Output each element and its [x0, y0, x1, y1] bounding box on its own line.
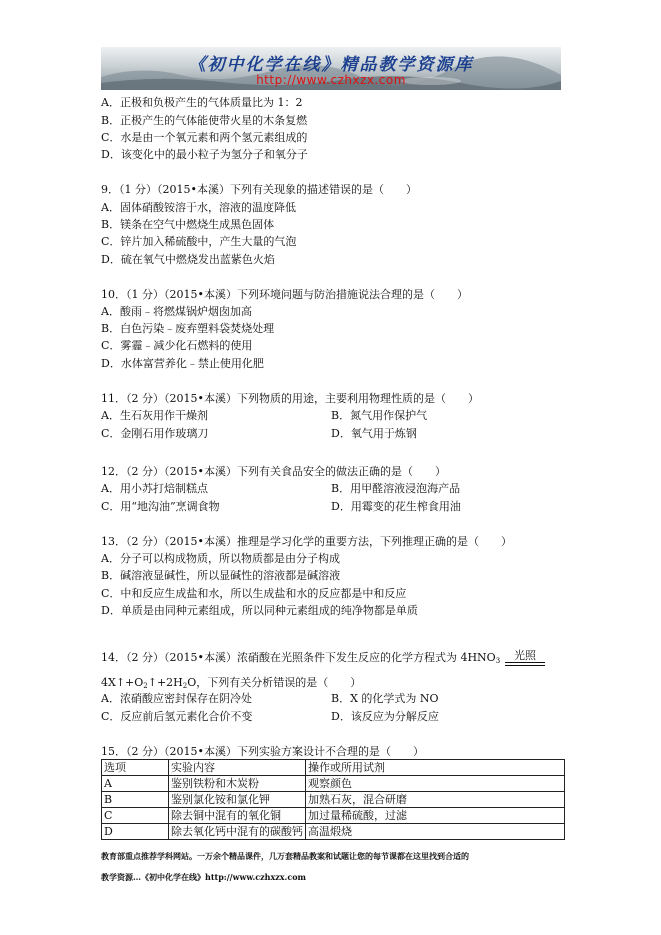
header-option: 选项 [102, 760, 169, 776]
row-operation: 观察颜色 [306, 776, 565, 792]
q14-stem: 14．（2 分）（2015•本溪）浓硝酸在光照条件下发生反应的化学方程式为 $4HNO_3$ [101, 651, 501, 665]
row-option: B [102, 792, 169, 808]
banner-title: 《初中化学在线》精品教学资源库 [188, 55, 474, 75]
table-row [102, 824, 565, 840]
q10-stem: 10．（1 分）（2015•本溪）下列环境问题与防治措施说法合理的是（ ） [101, 288, 468, 301]
q13-option-d: D．单质是由同种元素组成，所以同种元素组成的纯净物都是单质 [101, 604, 418, 617]
q9-option-c: C．锌片加入稀硫酸中，产生大量的气泡 [101, 235, 297, 248]
q10-option-d: D．水体富营养化﹣禁止使用化肥 [101, 357, 264, 370]
table-header-row [102, 760, 565, 776]
header-operation: 操作或所用试剂 [306, 760, 565, 776]
q14-option-b: B．X 的化学式为 NO [331, 692, 439, 705]
q12-option-a: A．用小苏打焙制糕点 [101, 482, 208, 495]
q15-stem: 15．（2 分）（2015•本溪）下列实验方案设计不合理的是（ ） [101, 745, 424, 758]
row-content: 鉴别氯化铵和氯化钾 [169, 792, 306, 808]
experiment-table [101, 759, 565, 840]
row-option: A [102, 776, 169, 792]
q9-stem: 9．（1 分）（2015•本溪）下列有关现象的描述错误的是（ ） [101, 183, 417, 196]
row-content: 除去铜中混有的氧化铜 [169, 808, 306, 824]
q12-option-b: B．用甲醛溶液浸泡海产品 [331, 482, 461, 495]
banner-url-link[interactable]: http://www.czhxzx.com [256, 73, 406, 87]
row-operation: 加过量稀硫酸，过滤 [306, 808, 565, 824]
row-content: 鉴别铁粉和木炭粉 [169, 776, 306, 792]
reaction-arrow [505, 650, 545, 666]
reaction-condition: 光照 [514, 649, 536, 662]
q8-option-a: A．正极和负极产生的气体质量比为 1：2 [101, 96, 303, 109]
q10-option-a: A．酸雨﹣将燃煤锅炉烟囱加高 [101, 305, 252, 318]
q13-option-b: B．碱溶液显碱性，所以显碱性的溶液都是碱溶液 [101, 569, 341, 582]
q14-option-c: C．反应前后氢元素化合价不变 [101, 710, 253, 723]
row-option: D [102, 824, 169, 840]
header-banner [101, 47, 561, 90]
row-content: 除去氧化钙中混有的碳酸钙 [169, 824, 306, 840]
footer-line-1: 教育部重点推荐学科网站。一万余个精品课件，几万套精品教案和试题让您的每节课都在这里找到合适的 [101, 851, 469, 861]
table-row [102, 792, 565, 808]
q11-option-c: C．金刚石用作玻璃刀 [101, 427, 209, 440]
header-content: 实验内容 [169, 760, 306, 776]
q11-stem: 11．（2 分）（2015•本溪）下列物质的用途，主要利用物理性质的是（ ） [101, 392, 479, 405]
q10-option-c: C．雾霾﹣减少化石燃料的使用 [101, 339, 253, 352]
q14-option-a: A．浓硝酸应密封保存在阴冷处 [101, 692, 252, 705]
q8-option-d: D．该变化中的最小粒子为氢分子和氧分子 [101, 148, 308, 161]
footer-line-2: 教学资源…《初中化学在线》http://www.czhxzx.com [101, 872, 307, 882]
q11-option-d: D．氧气用于炼钢 [331, 427, 417, 440]
table-row [102, 776, 565, 792]
q12-option-d: D．用霉变的花生榨食用油 [331, 500, 461, 513]
q11-option-a: A．生石灰用作干燥剂 [101, 409, 208, 422]
q9-option-d: D．硫在氧气中燃烧发出蓝紫色火焰 [101, 253, 275, 266]
q9-option-a: A．固体硝酸铵溶于水，溶液的温度降低 [101, 201, 296, 214]
q11-option-b: B．氮气用作保护气 [331, 409, 428, 422]
row-operation: 高温煅烧 [306, 824, 565, 840]
q14-equation-products: $4X↑+O_2↑+2H_2O$，下列有关分析错误的是（ ） [101, 676, 362, 690]
q13-option-c: C．中和反应生成盐和水，所以生成盐和水的反应都是中和反应 [101, 587, 407, 600]
q14-option-d: D．该反应为分解反应 [331, 710, 439, 723]
table-row [102, 808, 565, 824]
q13-option-a: A．分子可以构成物质，所以物质都是由分子构成 [101, 552, 340, 565]
row-operation: 加熟石灰，混合研磨 [306, 792, 565, 808]
q9-option-b: B．镁条在空气中燃烧生成黑色固体 [101, 218, 275, 231]
row-option: C [102, 808, 169, 824]
q8-option-c: C．水是由一个氧元素和两个氢元素组成的 [101, 131, 308, 144]
q13-stem: 13．（2 分）（2015•本溪）推理是学习化学的重要方法，下列推理正确的是（ ） [101, 535, 512, 548]
q8-option-b: B．正极产生的气体能使带火星的木条复燃 [101, 114, 308, 127]
q10-option-b: B．白色污染﹣废弃塑料袋焚烧处理 [101, 322, 275, 335]
q12-option-c: C．用“地沟油”烹调食物 [101, 500, 220, 513]
q12-stem: 12．（2 分）（2015•本溪）下列有关食品安全的做法正确的是（ ） [101, 465, 446, 478]
